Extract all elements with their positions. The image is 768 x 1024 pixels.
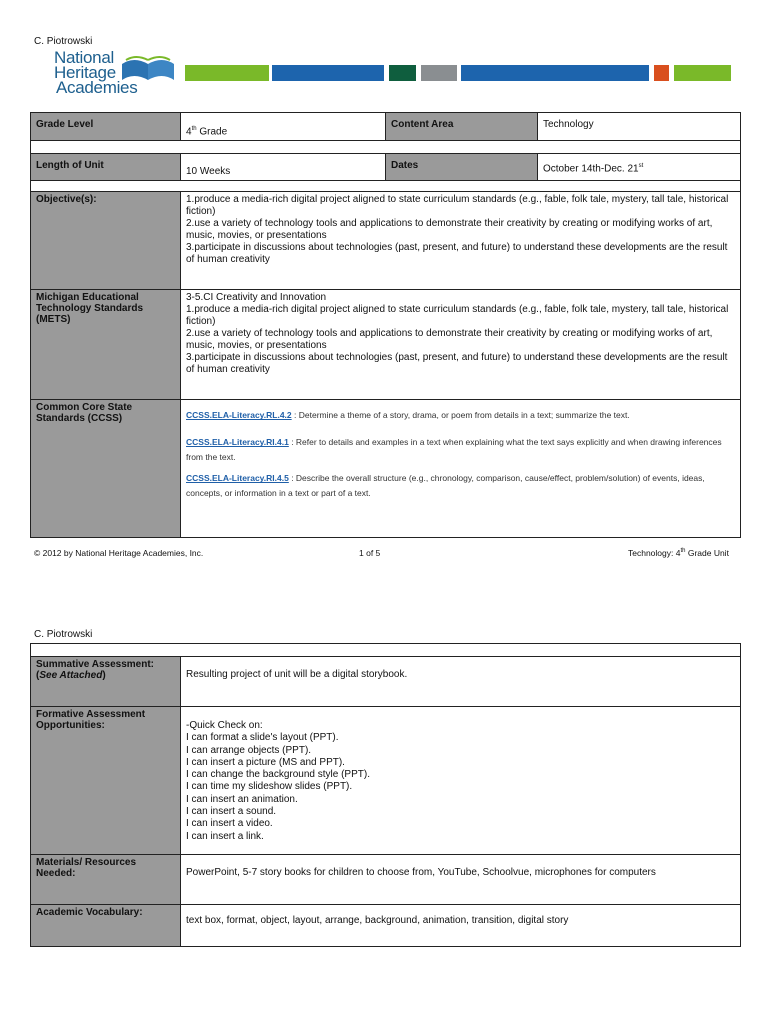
objective-2: 2.use a variety of technology tools and applications to demonstrate their creativity by creating or modifying works of art, music, movies, or presentations bbox=[186, 218, 713, 242]
formative-line: I can arrange objects (PPT). bbox=[186, 744, 312, 756]
brand-bar-green bbox=[185, 65, 269, 81]
footer-unit-post: Grade Unit bbox=[685, 548, 729, 558]
paren-close: ) bbox=[102, 670, 106, 681]
ccss-row bbox=[31, 400, 741, 538]
objective-1: 1.produce a media-rich digital project aligned to state curriculum standards (e.g., fable, folk tale, mystery, tall tale, historical fiction) bbox=[186, 194, 729, 218]
brand-bar-gray bbox=[421, 65, 457, 81]
formative-line: I can time my slideshow slides (PPT). bbox=[186, 781, 353, 793]
materials-label: Materials/ Resources Needed: bbox=[31, 855, 181, 905]
ccss-item bbox=[186, 435, 735, 465]
formative-line: I can insert a video. bbox=[186, 818, 273, 830]
dates-sup: st bbox=[638, 163, 644, 170]
spacer-row bbox=[31, 181, 741, 192]
formative-line: -Quick Check on: bbox=[186, 720, 263, 731]
formative-label: Formative Assessment Opportunities: bbox=[31, 707, 181, 855]
objectives-value bbox=[181, 192, 741, 290]
ccss-item bbox=[186, 408, 735, 423]
formative-row bbox=[31, 707, 741, 855]
ccss-desc: : Describe the overall structure (e.g., chronology, comparison, cause/effect, problem/solution) of events, ideas, concepts, or information in a text or part of a text. bbox=[186, 473, 705, 499]
grade-row bbox=[31, 113, 741, 141]
footer-unit-sup: th bbox=[680, 548, 686, 555]
formative-value bbox=[181, 707, 741, 855]
grade-level-value bbox=[181, 113, 386, 141]
mets-value bbox=[181, 290, 741, 400]
mets-line-2: 1.produce a media-rich digital project aligned to state curriculum standards (e.g., fable, folk tale, mystery, tall tale, historical fiction) bbox=[186, 304, 729, 328]
spacer-row bbox=[31, 141, 741, 154]
mets-row bbox=[31, 290, 741, 400]
materials-row bbox=[31, 855, 741, 905]
vocab-value: text box, format, object, layout, arrange, background, animation, transition, digital story bbox=[181, 905, 741, 947]
formative-line: I can change the background style (PPT). bbox=[186, 769, 370, 781]
brand-bar-blue-2 bbox=[461, 65, 649, 81]
length-row bbox=[31, 154, 741, 181]
length-value: 10 Weeks bbox=[181, 154, 386, 181]
assessment-table bbox=[30, 643, 741, 947]
objectives-label: Objective(s): bbox=[31, 192, 181, 290]
ccss-desc: : Determine a theme of a story, drama, or poem from details in a text; summarize the text. bbox=[291, 410, 630, 421]
grade-rest: Grade bbox=[196, 126, 228, 138]
length-label: Length of Unit bbox=[31, 154, 181, 181]
formative-line: I can insert an animation. bbox=[186, 793, 298, 805]
summative-value: Resulting project of unit will be a digital storybook. bbox=[181, 657, 741, 707]
dates-label: Dates bbox=[386, 154, 538, 181]
mets-line-3: 2.use a variety of technology tools and applications to demonstrate their creativity by creating or modifying works of art, music, movies, or presentations bbox=[186, 328, 713, 352]
spacer-row bbox=[31, 644, 741, 657]
formative-line: I can insert a sound. bbox=[186, 806, 277, 818]
mets-label: Michigan Educational Technology Standards (METS) bbox=[31, 290, 181, 400]
author-name: C. Piotrowski bbox=[34, 36, 93, 47]
ccss-item bbox=[186, 471, 735, 501]
grade-level-label: Grade Level bbox=[31, 113, 181, 141]
grade-num: 4 bbox=[186, 126, 192, 138]
vocab-label: Academic Vocabulary: bbox=[31, 905, 181, 947]
see-attached: See Attached bbox=[39, 670, 103, 681]
mets-line-1: 3-5.CI Creativity and Innovation bbox=[186, 292, 327, 304]
content-area-value: Technology bbox=[538, 113, 741, 141]
objectives-row bbox=[31, 192, 741, 290]
objective-3: 3.participate in discussions about technologies (past, present, and future) to understand these developments are the result of human creativity bbox=[186, 242, 728, 266]
open-book-icon bbox=[120, 52, 176, 82]
nha-logo bbox=[54, 50, 184, 96]
summative-label-sub bbox=[36, 670, 175, 681]
ccss-link-ri-4-1[interactable]: CCSS.ELA-Literacy.RI.4.1 bbox=[186, 437, 289, 448]
ccss-link-ri-4-5[interactable]: CCSS.ELA-Literacy.RI.4.5 bbox=[186, 473, 289, 484]
footer-unit bbox=[628, 548, 729, 558]
formative-line: I can format a slide's layout (PPT). bbox=[186, 732, 339, 744]
logo-line-3: Academies bbox=[56, 78, 138, 97]
paren-open: ( bbox=[36, 670, 40, 681]
mets-line-4: 3.participate in discussions about technologies (past, present, and future) to understand these developments are the result of human creativity bbox=[186, 352, 728, 376]
materials-value: PowerPoint, 5-7 story books for children to choose from, YouTube, Schoolvue, microphones for computers bbox=[181, 855, 741, 905]
footer-unit-pre: Technology: 4 bbox=[628, 548, 681, 558]
logo-line-2: Heritage bbox=[54, 63, 116, 82]
ccss-label: Common Core State Standards (CCSS) bbox=[31, 400, 181, 538]
ccss-link-rl-4-2[interactable]: CCSS.ELA-Literacy.RL.4.2 bbox=[186, 410, 292, 421]
brand-bar-darkgreen bbox=[389, 65, 416, 81]
formative-line: I can insert a link. bbox=[186, 830, 264, 842]
summative-label-main: Summative Assessment: bbox=[36, 659, 155, 670]
ccss-desc: : Refer to details and examples in a text when explaining what the text says explicitly and when drawing inferences from the text. bbox=[186, 437, 722, 463]
dates-value bbox=[538, 154, 741, 181]
brand-bar-orange bbox=[654, 65, 669, 81]
footer-copyright: © 2012 by National Heritage Academies, Inc. bbox=[34, 548, 204, 558]
grade-sup: th bbox=[191, 126, 197, 132]
footer-page-number: 1 of 5 bbox=[359, 548, 381, 558]
summative-row bbox=[31, 657, 741, 707]
ccss-value bbox=[181, 400, 741, 538]
vocab-row bbox=[31, 905, 741, 947]
dates-main: October 14th-Dec. 21 bbox=[543, 163, 639, 175]
brand-bar-green-2 bbox=[674, 65, 731, 81]
unit-plan-table bbox=[30, 112, 741, 538]
brand-bar-blue bbox=[272, 65, 384, 81]
summative-label bbox=[31, 657, 181, 707]
formative-line: I can insert a picture (MS and PPT). bbox=[186, 756, 345, 768]
content-area-label: Content Area bbox=[386, 113, 538, 141]
author-name-page-2: C. Piotrowski bbox=[34, 629, 93, 640]
logo-line-1: National bbox=[54, 48, 114, 67]
